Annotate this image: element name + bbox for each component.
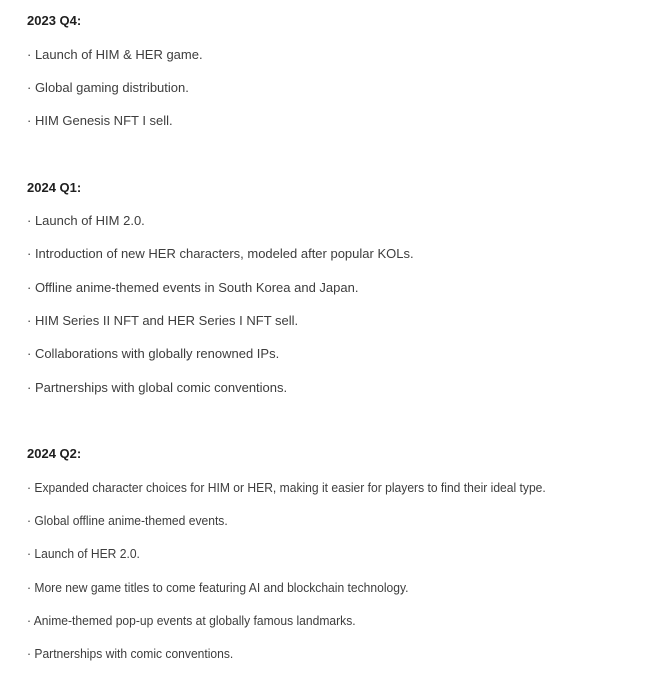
list-item: · Introduction of new HER characters, modeled after popular KOLs.	[27, 246, 414, 261]
list-item: · Launch of HER 2.0.	[27, 546, 140, 561]
list-item: · Launch of HIM & HER game.	[27, 47, 203, 62]
list-item: · Offline anime-themed events in South Korea and Japan.	[27, 280, 359, 295]
list-item: · More new game titles to come featuring AI and blockchain technology.	[27, 580, 409, 595]
list-item: · Global gaming distribution.	[27, 80, 189, 95]
list-item: · Anime-themed pop-up events at globally famous landmarks.	[27, 613, 356, 628]
list-item: · Expanded character choices for HIM or HER, making it easier for players to find their ideal type.	[27, 480, 546, 495]
list-item: · HIM Genesis NFT I sell.	[27, 113, 173, 128]
section-heading: 2024 Q1:	[27, 180, 82, 195]
list-item: · Partnerships with comic conventions.	[27, 646, 234, 661]
list-item: · Launch of HIM 2.0.	[27, 213, 145, 228]
section-heading: 2024 Q2:	[27, 446, 82, 461]
section-heading: 2023 Q4:	[27, 13, 82, 28]
list-item: · Partnerships with global comic conventions.	[27, 380, 288, 395]
list-item: · Collaborations with globally renowned IPs.	[27, 346, 280, 361]
list-item: · HIM Series II NFT and HER Series I NFT sell.	[27, 313, 299, 328]
list-item: · Global offline anime-themed events.	[27, 513, 228, 528]
